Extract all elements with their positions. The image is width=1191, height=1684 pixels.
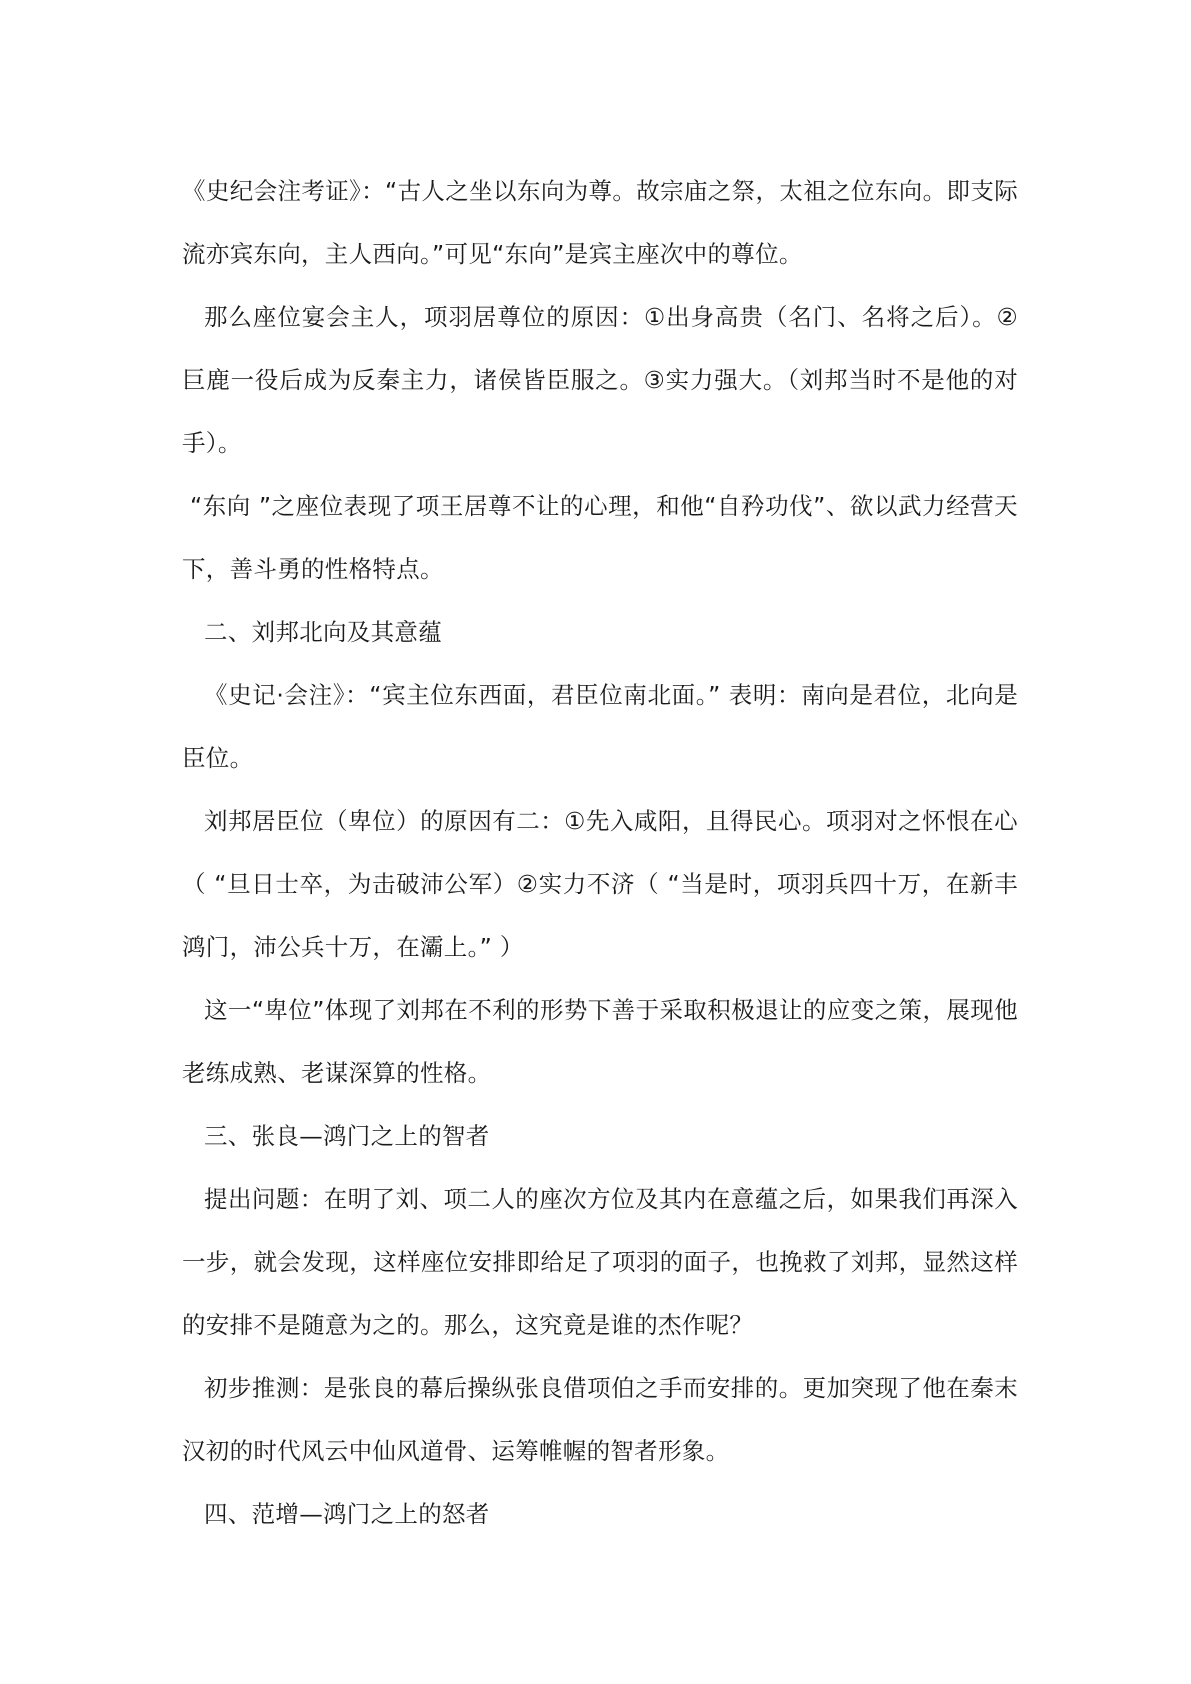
paragraph-question: 提出问题：在明了刘、项二人的座次方位及其内在意蕴之后，如果我们再深入一步，就会发现，这样座位安排即给足了项羽的面子，也挽救了刘邦，显然这样的安排不是随意为之的。那么，这究竟是谁的杰作呢？ bbox=[182, 1185, 1018, 1339]
section-heading-zhangliang: 三、张良—鸿门之上的智者 bbox=[204, 1122, 490, 1150]
paragraph-speculation: 初步推测：是张良的幕后操纵张良借项伯之手而安排的。更加突现了他在秦末汉初的时代风云中仙风道骨、运筹帷幄的智者形象。 bbox=[182, 1374, 1018, 1465]
document-body bbox=[182, 160, 1018, 1546]
paragraph-shiji-quote: 《史纪会注考证》：“古人之坐以东向为尊。故宗庙之祭，太祖之位东向。即支际流亦宾东向，主人西向。”可见“东向”是宾主座次中的尊位。 bbox=[182, 177, 1018, 268]
paragraph-xiangyu-reasons: 那么座位宴会主人，项羽居尊位的原因：①出身高贵（名门、名将之后）。②巨鹿一役后成为反秦主力，诸侯皆臣服之。③实力强大。（刘邦当时不是他的对手）。 bbox=[182, 303, 1018, 457]
paragraph-dongxiang-meaning: “东向 ”之座位表现了项王居尊不让的心理，和他“自矜功伐”、欲以武力经营天下，善斗勇的性格特点。 bbox=[182, 492, 1018, 583]
section-heading-fanzeng: 四、范增—鸿门之上的怒者 bbox=[204, 1500, 490, 1528]
paragraph-beiwei-meaning: 这一“卑位”体现了刘邦在不利的形势下善于采取积极退让的应变之策，展现他老练成熟、老谋深算的性格。 bbox=[182, 996, 1018, 1087]
paragraph-shiji-huizhu: 《史记·会注》：“宾主位东西面，君臣位南北面。” 表明：南向是君位，北向是臣位。 bbox=[182, 681, 1018, 772]
paragraph-liubang-reasons: 刘邦居臣位（卑位）的原因有二：①先入咸阳，且得民心。项羽对之怀恨在心（ “旦日士卒，为击破沛公军）②实力不济（ “当是时，项羽兵四十万，在新丰鸿门，沛公兵十万，在灞上。” ） bbox=[182, 807, 1018, 961]
section-heading-liubang: 二、刘邦北向及其意蕴 bbox=[204, 618, 442, 646]
